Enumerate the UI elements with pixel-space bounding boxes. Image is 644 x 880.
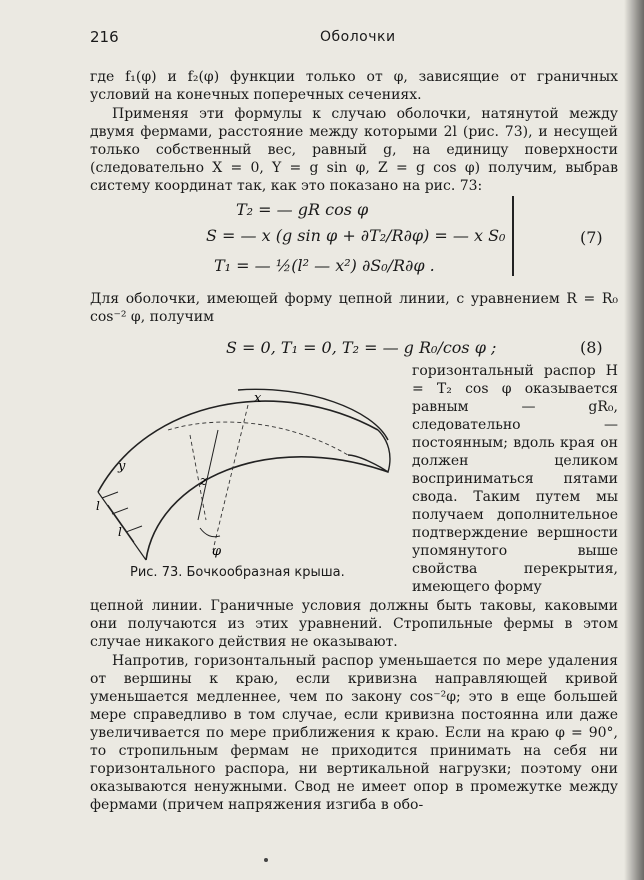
phi-arc [200, 528, 220, 537]
label-l-upper: l [96, 499, 100, 513]
equation-8: S = 0, T₁ = 0, T₂ = — g R₀/cos φ ; [226, 338, 497, 357]
page-edge-shadow [624, 0, 644, 880]
equation-7-line-3: T₁ = — ½(l² — x²) ∂S₀/R∂φ . [214, 256, 435, 275]
figure-73-barrel-roof [88, 360, 408, 570]
crown-line [168, 422, 348, 455]
speck [264, 858, 268, 862]
figure-caption: Рис. 73. Бочкообразная крыша. [130, 565, 345, 580]
equation-brace [512, 196, 514, 276]
axis-dashed-2 [213, 405, 248, 550]
equation-7-line-1: T₂ = — gR cos φ [236, 200, 369, 219]
paragraph-1: где f₁(φ) и f₂(φ) функции только от φ, зависящие от граничных условий на конечных поперечных сечениях. [90, 69, 618, 103]
side-paragraph: горизонтальный распор H = T₂ cos φ оказывается равным — gR₀, следовательно — постоянным; вдоль края он должен целиком восприниматься пятами свода. Таким путем мы получаем дополнительное подтверждение вершности упомянутого выше свойства перекрытия, имеющего форму [412, 363, 618, 595]
equation-7-number: (7) [580, 228, 603, 247]
equation-7-line-2: S = — x (g sin φ + ∂T₂/R∂φ) = — x S₀ [206, 226, 506, 245]
roof-left-edge [98, 492, 146, 560]
label-z: z [200, 474, 207, 489]
dim-tick-2 [112, 508, 128, 514]
label-phi: φ [212, 544, 222, 559]
paragraph-3: Для оболочки, имеющей форму цепной линии, с уравнением R = R₀ cos⁻² φ, получим [90, 291, 618, 325]
label-y: y [118, 459, 126, 474]
dim-tick-1 [102, 492, 118, 498]
dim-tick-3 [126, 526, 142, 532]
paragraph-5: Напротив, горизонтальный распор уменьшается по мере удаления от вершины к краю, если кривизна направляющей кривой уменьшается медленнее, чем по закону cos⁻²φ; это в еще большей мере справедливо в том случае, если кривизна постоянна или даже увеличивается по мере приближения к краю. Если на краю φ = 90°, то стропильным фермам не приходится принимать на себя ни горизонтального распора, ни вертикальной нагрузки; поэтому они оказываются ненужными. Свод не имеет опор в промежутке между фермами (причем напряжения изгиба в обо- [90, 653, 618, 813]
paragraph-2: Применяя эти формулы к случаю оболочки, натянутой между двумя фермами, расстояние между которыми 2l (рис. 73), и несущей только собственный вес, равный g, на единицу поверхности (следовательно X = 0, Y = g sin φ, Z = g cos φ) получим, выбрав систему координат так, как это показано на рис. 73: [90, 106, 618, 194]
label-l-lower: l [118, 525, 122, 539]
paragraph-4: цепной линии. Граничные условия должны быть таковы, каковыми они получаются из этих уравнений. Стропильные фермы в этом случае никакого действия не оказывают. [90, 598, 618, 650]
equation-8-number: (8) [580, 338, 603, 357]
roof-inner-arch [146, 457, 388, 560]
page-number: 216 [90, 28, 119, 46]
label-x: x [254, 391, 262, 406]
running-title: Оболочки [320, 29, 396, 45]
